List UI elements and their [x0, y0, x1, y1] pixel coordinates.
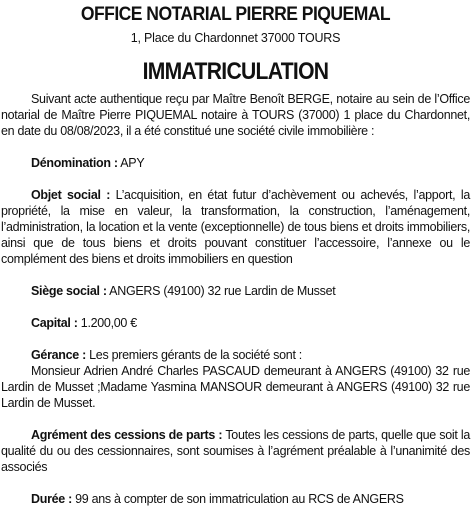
gerance-value: Les premiers gérants de la société sont : [85, 348, 302, 362]
gerance-detail: Monsieur Adrien André Charles PASCAUD demeurant à ANGERS (49100) 32 rue Lardin de Musset ;Madame Yasmina MANSOUR demeurant à ANGERS (49100) 32 rue Lardin de Musset. [1, 364, 470, 410]
duree-label: Durée : [31, 492, 72, 506]
objet-section [1, 187, 470, 267]
gerance-section [1, 347, 470, 363]
duree-value: 99 ans à compter de son immatriculation au RCS de ANGERS [71, 492, 404, 506]
gerance-label: Gérance : [31, 348, 86, 362]
agrement-value: Toutes les cessions de parts, quelle que soit la qualité du ou des cessionnaires, sont soumises à l’agrément préalable à l’unanimité des associés [1, 428, 470, 474]
agrement-section [1, 427, 470, 475]
capital-label: Capital : [31, 316, 78, 330]
objet-label: Objet social : [31, 188, 111, 202]
agrement-label: Agrément des cessions de parts : [31, 428, 223, 442]
siege-section [1, 283, 470, 299]
denomination-value: APY [117, 156, 145, 170]
capital-section [1, 315, 470, 331]
siege-label: Siège social : [31, 284, 107, 298]
office-address: 1, Place du Chardonnet 37000 TOURS [130, 31, 341, 45]
objet-value: L’acquisition, en état futur d’achèvement ou achevés, l’apport, la propriété, la mise en valeur, la transformation, la construction, l’aménagement, l’administration, la location et la vente (exceptionnelle) de tous biens et droits immobiliers, ainsi que de tous biens et droits pouvant constituer l’accessoire, l’annexe ou le complément des biens et droits immobiliers en question [1, 188, 470, 266]
intro-paragraph: Suivant acte authentique reçu par Maître Benoît BERGE, notaire au sein de l’Office notarial de Maître Pierre PIQUEMAL notaire à TOURS (37000) 1 place du Chardonnet, en date du 08/08/2023, il a été constitué une société civile immobilière : [1, 92, 470, 138]
capital-value: 1.200,00 € [77, 316, 137, 330]
office-name: OFFICE NOTARIAL PIERRE PIQUEMAL [80, 3, 391, 25]
siege-value: ANGERS (49100) 32 rue Lardin de Musset [106, 284, 336, 298]
duree-section [1, 491, 470, 507]
denomination-label: Dénomination : [31, 156, 118, 170]
denomination-section [1, 155, 470, 171]
notice-title: IMMATRICULATION [142, 58, 329, 85]
